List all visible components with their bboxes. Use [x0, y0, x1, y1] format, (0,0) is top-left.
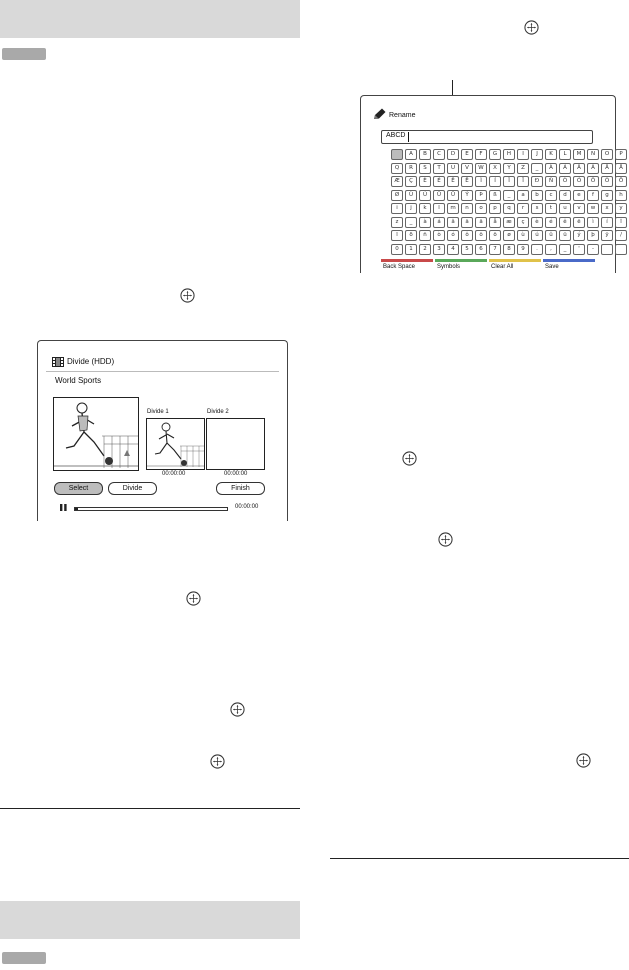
keyboard-key[interactable]: _: [531, 163, 543, 174]
clear-all-color-bar: [489, 259, 541, 262]
keyboard-key[interactable]: P: [615, 149, 627, 160]
keyboard-key[interactable]: æ: [503, 217, 515, 228]
keyboard-key[interactable]: 2: [419, 244, 431, 255]
section-tag: [2, 952, 46, 964]
keyboard-key[interactable]: Á: [559, 163, 571, 174]
keyboard-key[interactable]: T: [433, 163, 445, 174]
keyboard-key[interactable]: Í: [489, 176, 501, 187]
keyboard-key[interactable]: g: [601, 190, 613, 201]
keyboard-key[interactable]: Ã: [587, 163, 599, 174]
keyboard-key[interactable]: ÿ: [601, 230, 613, 241]
keyboard-key[interactable]: z: [391, 217, 403, 228]
keyboard-key[interactable]: ': [573, 244, 585, 255]
keyboard-key[interactable]: ö: [489, 230, 501, 241]
keyboard-key[interactable]: [391, 149, 403, 160]
keyboard-key[interactable]: Ú: [419, 190, 431, 201]
back-space-color-bar: [381, 259, 433, 262]
keyboard-key[interactable]: I: [517, 149, 529, 160]
symbols-color-bar: [435, 259, 487, 262]
keyboard-key[interactable]: /: [615, 230, 627, 241]
keyboard-key[interactable]: î: [615, 217, 627, 228]
keyboard-key[interactable]: R: [405, 163, 417, 174]
keyboard-key[interactable]: x: [601, 203, 613, 214]
keyboard-key[interactable]: q: [503, 203, 515, 214]
keyboard-key[interactable]: l: [433, 203, 445, 214]
keyboard-key[interactable]: Z: [517, 163, 529, 174]
program-title: World Sports: [55, 376, 102, 385]
keyboard-key[interactable]: í: [601, 217, 613, 228]
enter-button-icon: [180, 288, 195, 303]
keyboard-key[interactable]: ü: [559, 230, 571, 241]
keyboard-key[interactable]: w: [587, 203, 599, 214]
enter-button-icon: [524, 20, 539, 35]
keyboard-key[interactable]: 5: [461, 244, 473, 255]
divide-screen: [37, 340, 288, 521]
keyboard-key[interactable]: Ü: [447, 190, 459, 201]
keyboard-key[interactable]: K: [545, 149, 557, 160]
name-input[interactable]: [381, 130, 593, 144]
name-input-text: ABCD: [386, 132, 406, 139]
keyboard-row: [391, 149, 629, 160]
keyboard-key[interactable]: Ö: [615, 176, 627, 187]
select-button[interactable]: Select: [54, 482, 103, 495]
keyboard-key[interactable]: B: [419, 149, 431, 160]
keyboard-key[interactable]: à: [419, 217, 431, 228]
keyboard-key[interactable]: á: [433, 217, 445, 228]
keyboard-key[interactable]: ý: [573, 230, 585, 241]
divide2-thumbnail[interactable]: [206, 418, 265, 470]
keyboard-key[interactable]: Ò: [559, 176, 571, 187]
elapsed-time: 00:00:00: [235, 504, 259, 510]
keyboard-row: [391, 244, 629, 255]
keyboard-key[interactable]: y: [615, 203, 627, 214]
keyboard-key[interactable]: .: [531, 244, 543, 255]
keyboard-key[interactable]: 4: [447, 244, 459, 255]
keyboard-key[interactable]: o: [475, 203, 487, 214]
note-divider: [0, 808, 300, 809]
keyboard-key[interactable]: ò: [433, 230, 445, 241]
keyboard-key[interactable]: ñ: [419, 230, 431, 241]
keyboard-key[interactable]: f: [587, 190, 599, 201]
pause-icon: [60, 504, 67, 511]
source-thumbnail[interactable]: [53, 397, 139, 471]
keyboard-row: [391, 163, 629, 174]
progress-track[interactable]: [74, 507, 228, 511]
keyboard-key[interactable]: 0: [391, 244, 403, 255]
keyboard-key[interactable]: d: [559, 190, 571, 201]
keyboard-key[interactable]: Ù: [405, 190, 417, 201]
keyboard-key[interactable]: þ: [587, 230, 599, 241]
keyboard-row: [391, 217, 629, 228]
back-space-label[interactable]: Back Space: [383, 264, 416, 270]
keyboard-key[interactable]: 3: [433, 244, 445, 255]
character-keyboard: [391, 149, 629, 257]
note-divider: [330, 858, 629, 859]
section-tag: [2, 48, 46, 60]
keyboard-key[interactable]: -: [587, 244, 599, 255]
keyboard-key[interactable]: A: [405, 149, 417, 160]
keyboard-key[interactable]: a: [517, 190, 529, 201]
keyboard-key[interactable]: ô: [461, 230, 473, 241]
keyboard-key[interactable]: ë: [573, 217, 585, 228]
keyboard-key[interactable]: ï: [391, 230, 403, 241]
keyboard-key[interactable]: Ì: [475, 176, 487, 187]
keyboard-row: [391, 203, 629, 214]
keyboard-key[interactable]: é: [545, 217, 557, 228]
keyboard-key[interactable]: å: [489, 217, 501, 228]
keyboard-key[interactable]: â: [447, 217, 459, 228]
screen-title: Rename: [389, 112, 416, 119]
keyboard-key[interactable]: [601, 244, 613, 255]
keyboard-key[interactable]: Õ: [601, 176, 613, 187]
keyboard-key[interactable]: X: [489, 163, 501, 174]
symbols-label[interactable]: Symbols: [437, 264, 461, 270]
divide1-thumbnail[interactable]: [146, 418, 205, 470]
rename-screen: [360, 95, 624, 273]
keyboard-key[interactable]: Q: [391, 163, 403, 174]
save-color-bar: [543, 259, 595, 262]
keyboard-key[interactable]: W: [475, 163, 487, 174]
keyboard-key[interactable]: _: [503, 190, 515, 201]
keyboard-key[interactable]: C: [433, 149, 445, 160]
keyboard-key[interactable]: Ñ: [545, 176, 557, 187]
keyboard-key[interactable]: 1: [405, 244, 417, 255]
keyboard-key[interactable]: L: [559, 149, 571, 160]
keyboard-key[interactable]: j: [405, 203, 417, 214]
finish-button[interactable]: Finish: [216, 482, 265, 495]
enter-button-icon: [230, 702, 245, 717]
keyboard-key[interactable]: É: [433, 176, 445, 187]
keyboard-key[interactable]: Å: [615, 163, 627, 174]
keyboard-key[interactable]: û: [545, 230, 557, 241]
divide-button[interactable]: Divide: [108, 482, 157, 495]
keyboard-key[interactable]: Æ: [391, 176, 403, 187]
keyboard-key[interactable]: Ý: [461, 190, 473, 201]
keyboard-key[interactable]: È: [419, 176, 431, 187]
keyboard-key[interactable]: ø: [503, 230, 515, 241]
keyboard-key[interactable]: ß: [489, 190, 501, 201]
keyboard-key[interactable]: e: [573, 190, 585, 201]
enter-button-icon: [210, 754, 225, 769]
keyboard-key[interactable]: _: [559, 244, 571, 255]
keyboard-key[interactable]: k: [419, 203, 431, 214]
keyboard-key[interactable]: 9: [517, 244, 529, 255]
keyboard-key[interactable]: è: [531, 217, 543, 228]
keyboard-key[interactable]: O: [601, 149, 613, 160]
keyboard-key[interactable]: Ï: [517, 176, 529, 187]
pencil-icon: [373, 108, 387, 120]
keyboard-key[interactable]: M: [573, 149, 585, 160]
keyboard-key[interactable]: À: [545, 163, 557, 174]
film-icon: [52, 357, 64, 367]
text-cursor: [408, 132, 409, 142]
keyboard-key[interactable]: n: [461, 203, 473, 214]
keyboard-key[interactable]: Â: [573, 163, 585, 174]
keyboard-key[interactable]: D: [447, 149, 459, 160]
keyboard-key[interactable]: 6: [475, 244, 487, 255]
screen-title: Divide (HDD): [67, 357, 115, 366]
keyboard-key[interactable]: J: [531, 149, 543, 160]
keyboard-key[interactable]: ã: [461, 217, 473, 228]
keyboard-key[interactable]: ú: [531, 230, 543, 241]
keyboard-key[interactable]: Þ: [475, 190, 487, 201]
progress-fill: [75, 508, 78, 510]
keyboard-key[interactable]: N: [587, 149, 599, 160]
keyboard-row: [391, 176, 629, 187]
keyboard-key[interactable]: Ë: [461, 176, 473, 187]
keyboard-key[interactable]: Ø: [391, 190, 403, 201]
keyboard-key[interactable]: õ: [475, 230, 487, 241]
keyboard-key[interactable]: Ð: [531, 176, 543, 187]
keyboard-key[interactable]: t: [545, 203, 557, 214]
keyboard-key[interactable]: m: [447, 203, 459, 214]
keyboard-row: [391, 190, 629, 201]
keyboard-key[interactable]: Ê: [447, 176, 459, 187]
keyboard-key[interactable]: Ç: [405, 176, 417, 187]
keyboard-key[interactable]: ó: [447, 230, 459, 241]
keyboard-key[interactable]: v: [573, 203, 585, 214]
keyboard-key[interactable]: S: [419, 163, 431, 174]
soccer-player-image: [147, 419, 204, 469]
clear-all-label[interactable]: Clear All: [491, 264, 514, 270]
keyboard-key[interactable]: ù: [517, 230, 529, 241]
keyboard-key[interactable]: h: [615, 190, 627, 201]
keyboard-key[interactable]: G: [489, 149, 501, 160]
divide2-time: 00:00:00: [224, 471, 248, 477]
keyboard-key[interactable]: 7: [489, 244, 501, 255]
divide1-label: Divide 1: [147, 409, 169, 415]
keyboard-key[interactable]: Y: [503, 163, 515, 174]
keyboard-key[interactable]: b: [531, 190, 543, 201]
enter-button-icon: [576, 753, 591, 768]
soccer-player-image: [54, 398, 138, 470]
enter-button-icon: [402, 451, 417, 466]
keyboard-key[interactable]: ä: [475, 217, 487, 228]
keyboard-key[interactable]: r: [517, 203, 529, 214]
keyboard-key[interactable]: E: [461, 149, 473, 160]
keyboard-key[interactable]: p: [489, 203, 501, 214]
keyboard-key[interactable]: Û: [433, 190, 445, 201]
keyboard-key[interactable]: c: [545, 190, 557, 201]
keyboard-key[interactable]: i: [391, 203, 403, 214]
keyboard-key[interactable]: [615, 244, 627, 255]
keyboard-key[interactable]: Ó: [573, 176, 585, 187]
enter-button-icon: [438, 532, 453, 547]
keyboard-key[interactable]: 8: [503, 244, 515, 255]
title-divider: [46, 371, 279, 372]
keyboard-key[interactable]: ì: [587, 217, 599, 228]
keyboard-key[interactable]: Ô: [587, 176, 599, 187]
keyboard-key[interactable]: V: [461, 163, 473, 174]
keyboard-key[interactable]: U: [447, 163, 459, 174]
keyboard-key[interactable]: u: [559, 203, 571, 214]
keyboard-row: [391, 230, 629, 241]
keyboard-key[interactable]: Ä: [601, 163, 613, 174]
enter-button-icon: [186, 591, 201, 606]
divide2-label: Divide 2: [207, 409, 229, 415]
keyboard-key[interactable]: _: [405, 217, 417, 228]
keyboard-key[interactable]: F: [475, 149, 487, 160]
save-label[interactable]: Save: [545, 264, 559, 270]
keyboard-key[interactable]: ,: [545, 244, 557, 255]
keyboard-key[interactable]: H: [503, 149, 515, 160]
keyboard-key[interactable]: ê: [559, 217, 571, 228]
keyboard-key[interactable]: s: [531, 203, 543, 214]
keyboard-key[interactable]: Î: [503, 176, 515, 187]
section-header-bar: [0, 0, 300, 38]
divide1-time: 00:00:00: [162, 471, 186, 477]
section-header-bar: [0, 901, 300, 939]
keyboard-key[interactable]: ð: [405, 230, 417, 241]
keyboard-key[interactable]: ç: [517, 217, 529, 228]
